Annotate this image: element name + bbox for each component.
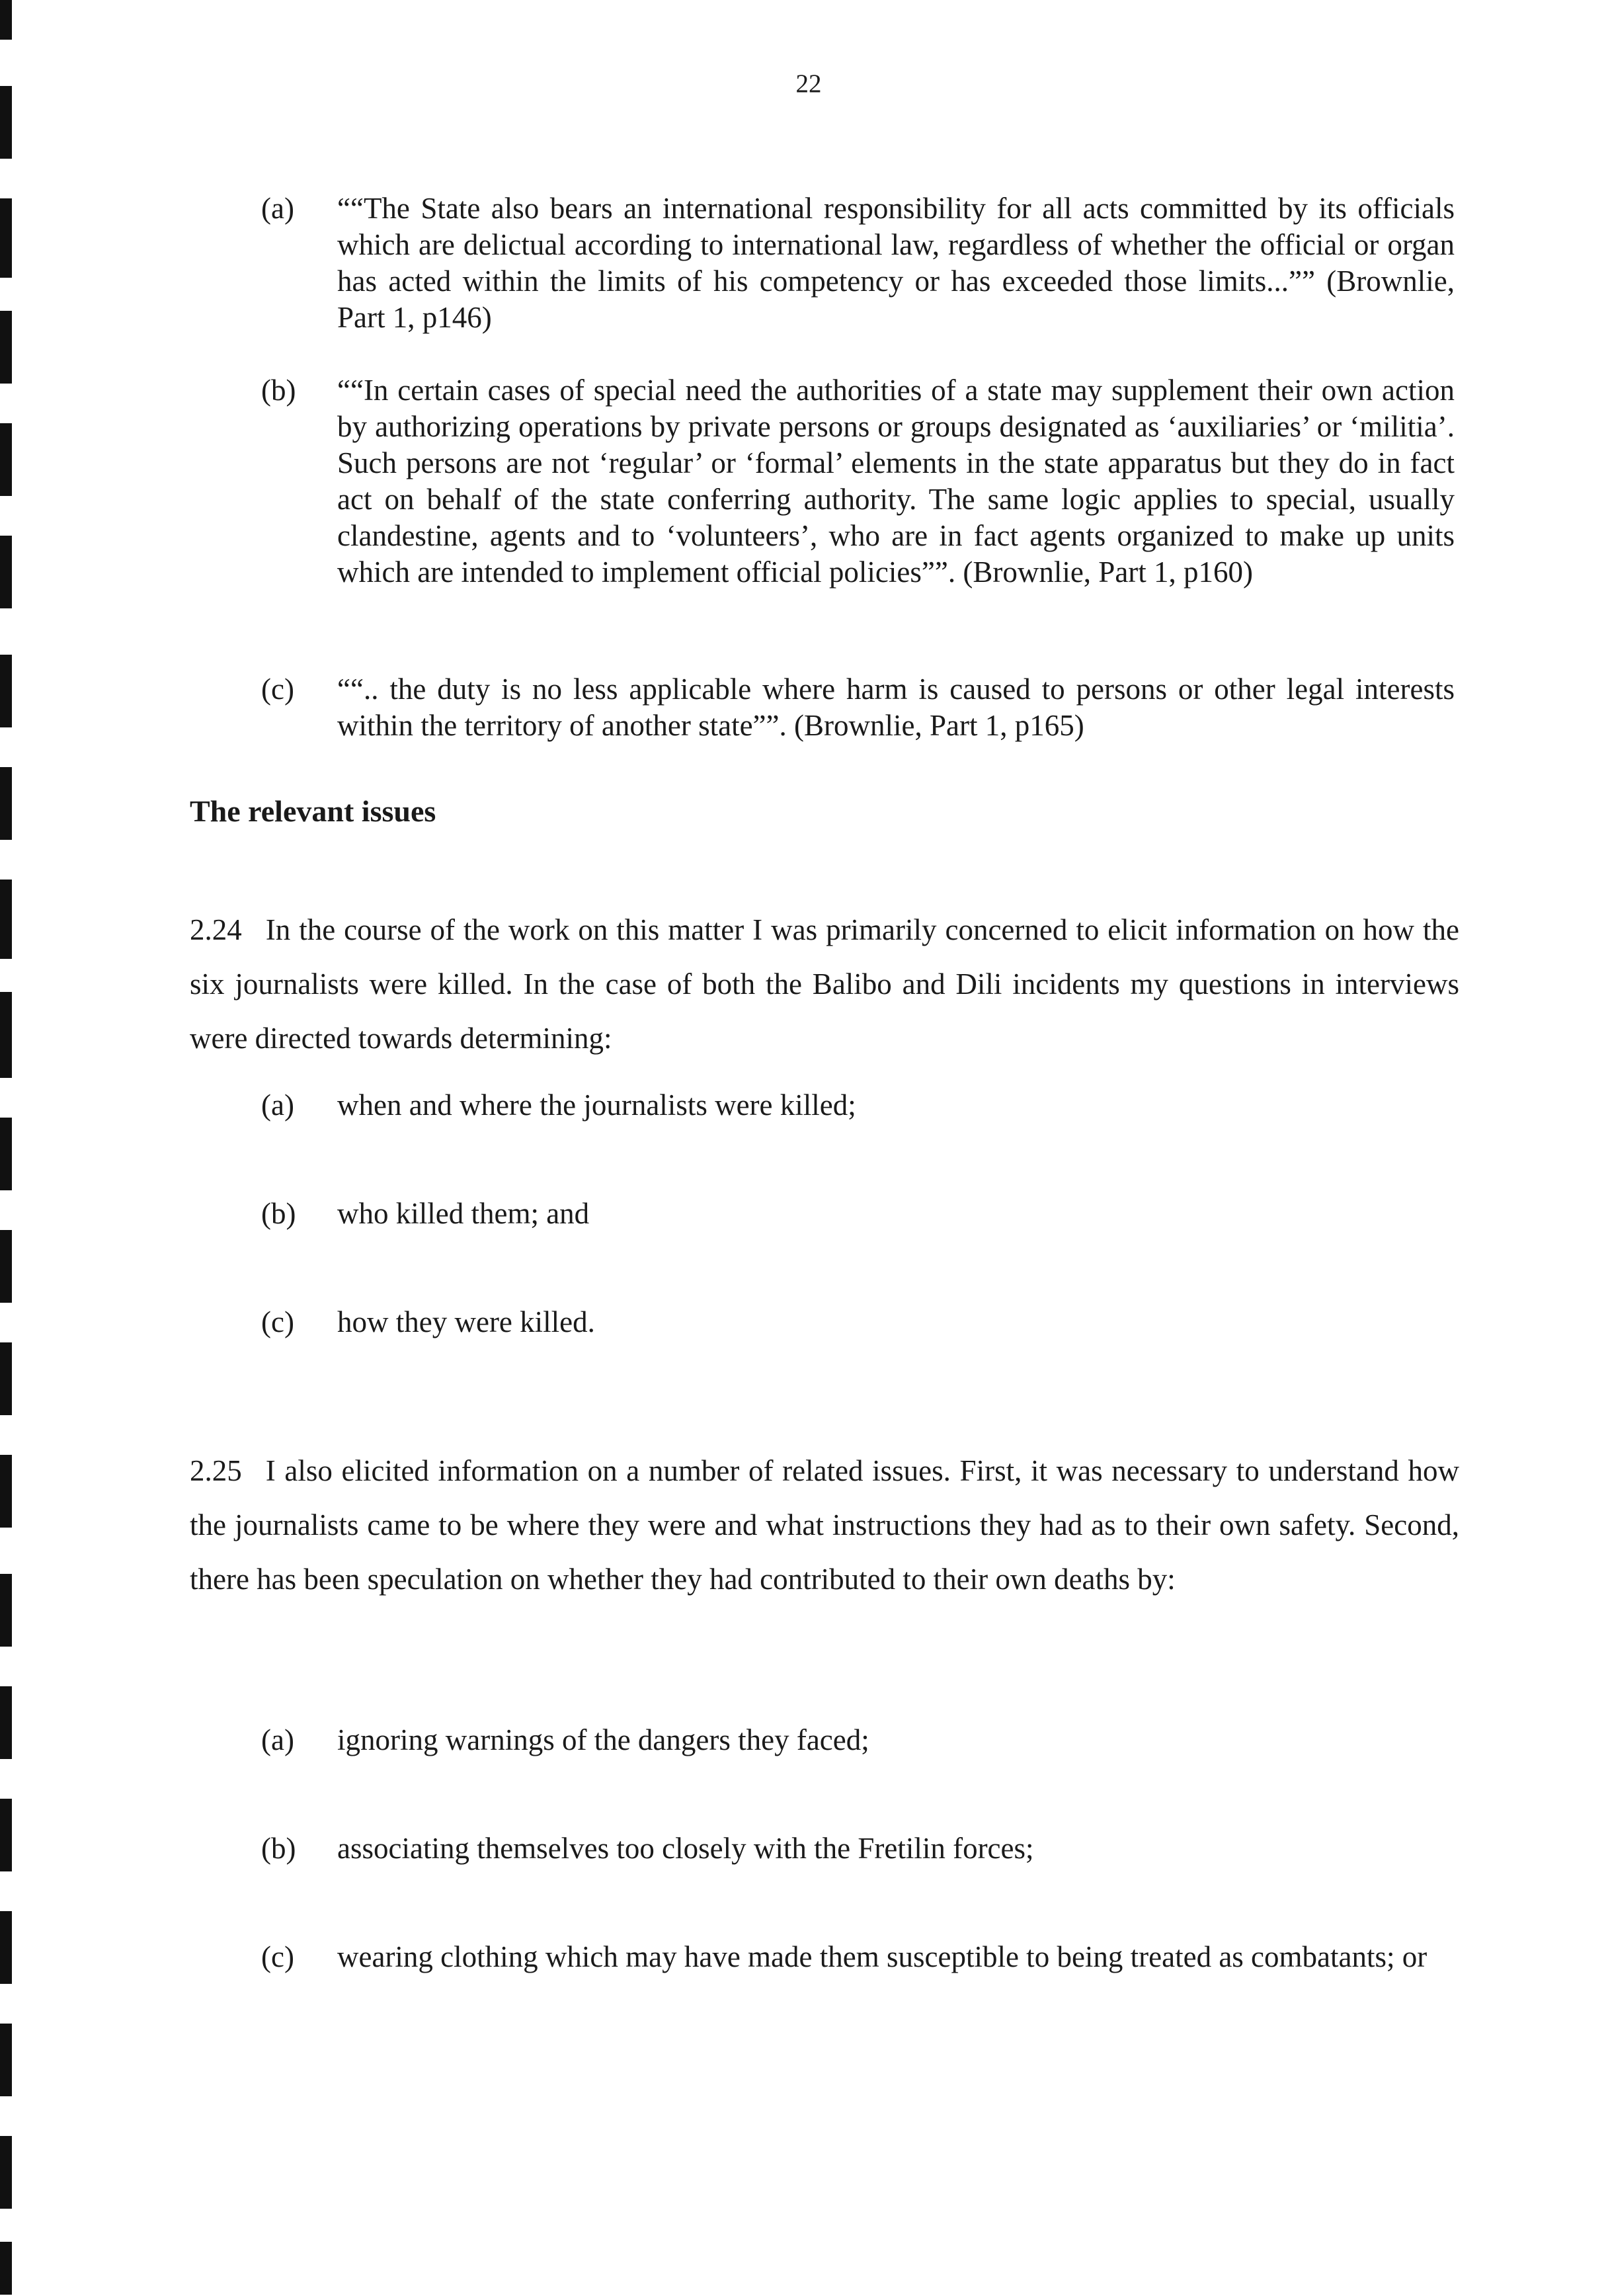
- list-text: who killed them; and: [337, 1197, 590, 1230]
- list-label: (b): [261, 1197, 296, 1230]
- list-label: (c): [261, 1940, 294, 1973]
- list-item: [261, 1186, 1458, 1241]
- binding-mark: [0, 198, 12, 278]
- binding-mark: [0, 1455, 12, 1528]
- paragraph-number: 2.25: [190, 1454, 242, 1487]
- list-text: how they were killed.: [337, 1305, 595, 1338]
- list-label: (b): [261, 1832, 296, 1865]
- quote-label: (b): [261, 374, 296, 407]
- binding-mark: [0, 311, 12, 384]
- binding-mark: [0, 2136, 12, 2209]
- binding-mark: [0, 536, 12, 608]
- list-item: [261, 1821, 1458, 1875]
- binding-mark: [0, 0, 12, 40]
- quote-text: ““In certain cases of special need the authorities of a state may supplement their own action by authorizing operations by private persons or groups designated as ‘auxiliaries’ or ‘militia’. Such persons are not ‘regular’ or ‘formal’ elements in the state apparatus but they do in fact act on behalf of the state conferring authority. The same logic applies to special, usually clandestine, agents and to ‘volunteers’, who are in fact agents organized to make up units which are intended to implement official policies””. (Brownlie, Part 1, p160): [337, 374, 1455, 589]
- quote-item: [261, 190, 1455, 343]
- list-item: [261, 1295, 1458, 1349]
- list-label: (a): [261, 1723, 294, 1756]
- paragraph-number: 2.24: [190, 913, 242, 946]
- list-item: [261, 1713, 1458, 1767]
- binding-mark: [0, 767, 12, 840]
- binding-mark: [0, 655, 12, 727]
- paragraph-text: I also elicited information on a number of related issues. First, it was necessary to understand how the journalists came to be where they were and what instructions they had as to their own safety. Second, there has been speculation on whether they had contributed to their own deaths by:: [190, 1454, 1459, 1596]
- list-item: [261, 1930, 1458, 2038]
- binding-mark: [0, 1686, 12, 1759]
- quote-label: (a): [261, 192, 294, 225]
- binding-mark: [0, 1574, 12, 1647]
- binding-mark: [0, 1230, 12, 1303]
- binding-mark: [0, 1911, 12, 1984]
- binding-mark: [0, 423, 12, 496]
- list-label: (c): [261, 1305, 294, 1338]
- binding-mark: [0, 86, 12, 159]
- quote-item: [261, 671, 1455, 751]
- list-text: when and where the journalists were killed;: [337, 1088, 856, 1122]
- binding-mark: [0, 880, 12, 959]
- quote-text: ““.. the duty is no less applicable where harm is caused to persons or other legal interests within the territory of another state””. (Brownlie, Part 1, p165): [337, 673, 1455, 742]
- list-label: (a): [261, 1088, 294, 1122]
- binding-mark: [0, 992, 12, 1078]
- paragraph-2-25: [190, 1444, 1459, 1606]
- binding-mark: [0, 2024, 12, 2096]
- quote-label: (c): [261, 673, 294, 706]
- list-text: wearing clothing which may have made them susceptible to being treated as combatants; or: [337, 1940, 1427, 1973]
- section-heading: The relevant issues: [190, 794, 436, 828]
- list-text: associating themselves too closely with the Fretilin forces;: [337, 1832, 1034, 1865]
- quote-item: [261, 372, 1455, 637]
- list-text: ignoring warnings of the dangers they faced;: [337, 1723, 869, 1756]
- paragraph-text: In the course of the work on this matter I was primarily concerned to elicit information on how the six journalists were killed. In the case of both the Balibo and Dili incidents my questions in interviews were directed towards determining:: [190, 913, 1459, 1055]
- list-item: [261, 1078, 1458, 1132]
- quote-text: ““The State also bears an international responsibility for all acts committed by its officials which are delictual according to international law, regardless of whether the official or organ has acted within the limits of his competency or has exceeded those limits...”” (Brownlie, Part 1, p146): [337, 192, 1455, 334]
- binding-mark: [0, 2242, 12, 2295]
- binding-mark: [0, 1799, 12, 1871]
- binding-mark: [0, 1342, 12, 1415]
- page-number: 22: [795, 69, 822, 98]
- paragraph-2-24: [190, 903, 1459, 1065]
- binding-mark: [0, 1118, 12, 1190]
